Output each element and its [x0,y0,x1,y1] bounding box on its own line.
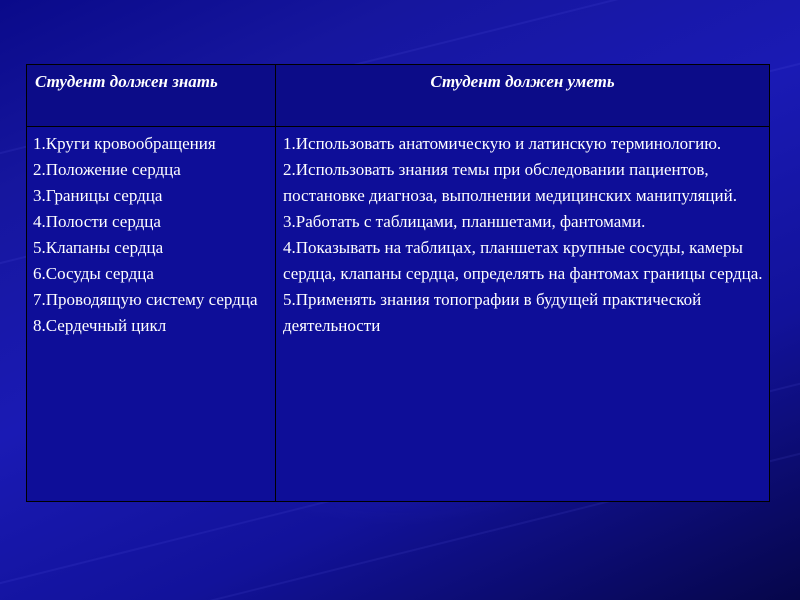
header-row [27,65,770,127]
know-item: 7.Проводящую систему сердца [33,290,258,309]
competency-table [26,64,770,502]
know-item: 8.Сердечный цикл [33,316,167,335]
know-item: 2.Положение сердца [33,160,181,179]
can-item: 1.Использовать анатомическую и латинскую терминологию. [283,134,722,153]
header-know: Студент должен знать [27,65,276,127]
know-item: 6.Сосуды сердца [33,264,154,283]
can-list [276,127,770,502]
content-row [27,127,770,502]
know-item: 4.Полости сердца [33,212,161,231]
header-can: Студент должен уметь [276,65,770,127]
know-item: 1.Круги кровообращения [33,134,216,153]
can-item: 2.Использовать знания темы при обследовании пациентов, постановке диагноза, выполнении медицинских манипуляций. [283,160,737,205]
know-item: 5.Клапаны сердца [33,238,164,257]
know-list [27,127,276,502]
can-item: 3.Работать с таблицами, планшетами, фантомами. [283,212,646,231]
know-item: 3.Границы сердца [33,186,163,205]
can-item: 4.Показывать на таблицах, планшетах крупные сосуды, камеры сердца, клапаны сердца, определять на фантомах границы сердца. [283,238,763,283]
can-item: 5.Применять знания топографии в будущей практической деятельности [283,290,702,335]
